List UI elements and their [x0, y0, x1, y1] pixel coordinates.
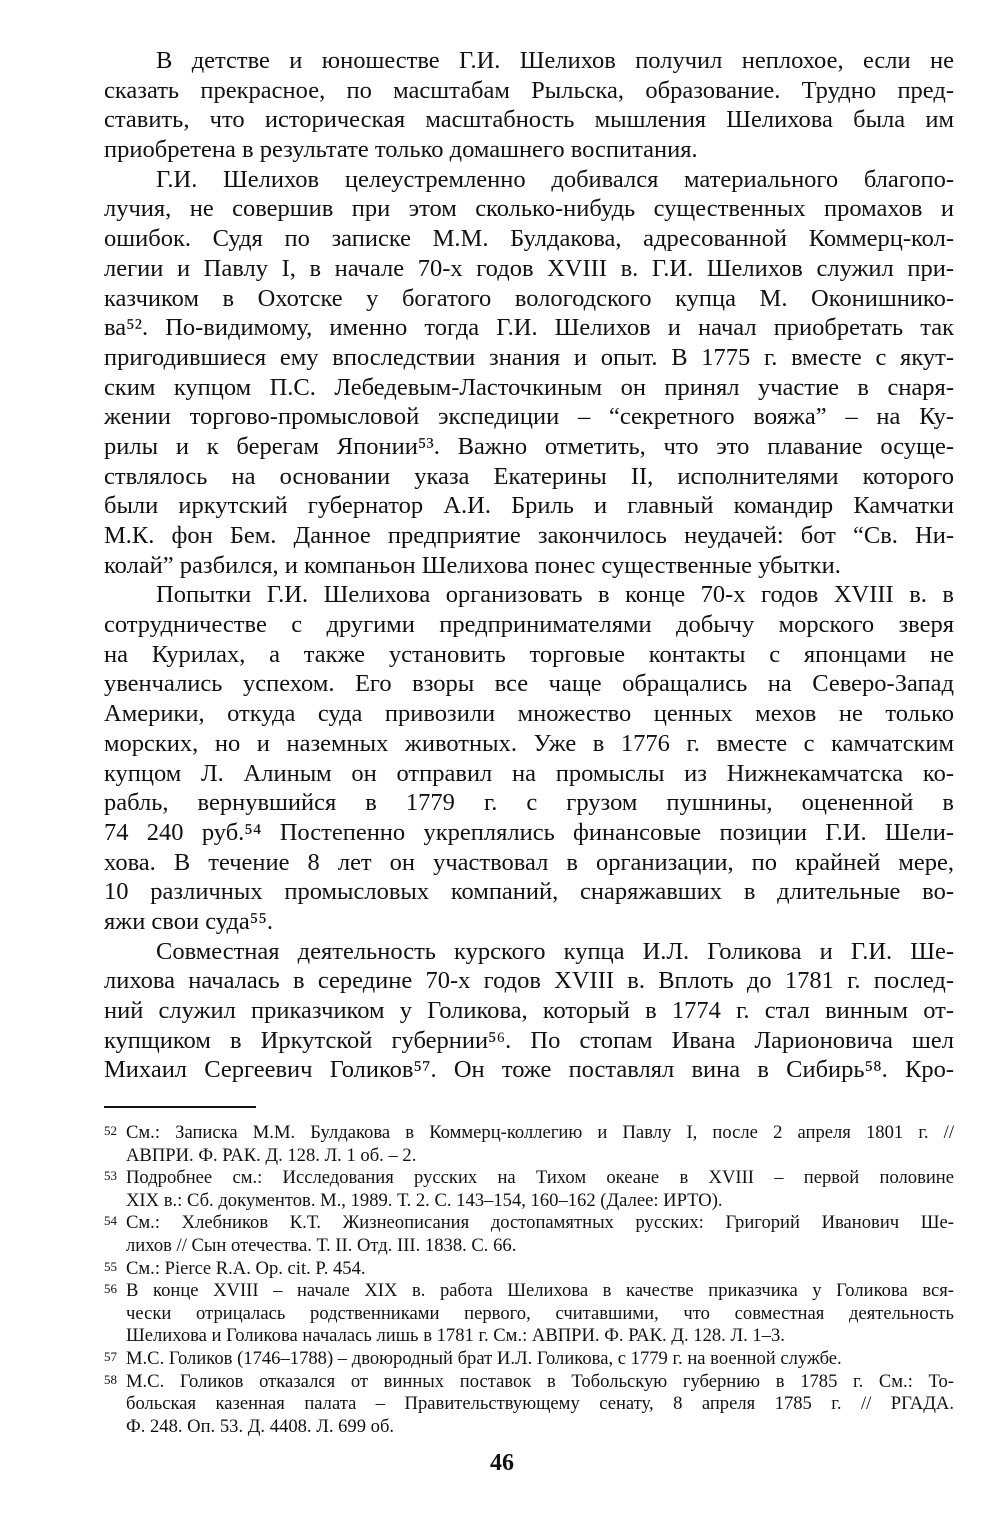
footnote-text: М.С. Голиков отказался от винных поставок в Тобольскую губернию в 1785 г. См.: То- [126, 1370, 954, 1392]
footnote-text: больская казенная палата – Правительствующему сенату, 8 апреля 1785 г. // РГАДА. [126, 1393, 954, 1415]
footnote-line [104, 1280, 954, 1303]
page-number: 46 [490, 1450, 514, 1476]
text-line: рилы и к берегам Японии⁵³. Важно отметить, что это плавание осуще- [104, 432, 954, 460]
text-line: морских, но и наземных животных. Уже в 1776 г. вместе с камчатским [104, 729, 954, 757]
body-text [104, 46, 954, 1085]
footnote-text: чески отрицалась родственниками первого, считавшими, что совместная деятельность [126, 1302, 954, 1324]
footnote-number: 53 [104, 1168, 117, 1184]
text-line: пригодившиеся ему впоследствии знания и опыт. В 1775 г. вместе с якут- [104, 343, 954, 371]
footnote-text: Подробнее см.: Исследования русских на Тихом океане в XVIII – первой половине [126, 1167, 954, 1189]
text-line: увенчались успехом. Его взоры все чаще обращались на Северо-Запад [104, 670, 954, 698]
text-line: ским купцом П.С. Лебедевым-Ласточкиным он принял участие в снаря- [104, 373, 954, 401]
text-line: ствлялось на основании указа Екатерины II, исполнителями которого [104, 462, 954, 490]
text-line: 74 240 руб.⁵⁴ Постепенно укреплялись финансовые позиции Г.И. Шели- [104, 818, 954, 846]
footnote-text: Ф. 248. Оп. 53. Д. 4408. Л. 699 об. [126, 1415, 395, 1437]
text-line: 10 различных промысловых компаний, снаряжавших в длительные во- [104, 878, 954, 906]
text-line: Попытки Г.И. Шелихова организовать в конце 70-х годов XVIII в. в [156, 581, 954, 609]
text-line: хова. В течение 8 лет он участвовал в организации, по крайней мере, [104, 848, 954, 876]
footnote-line [104, 1122, 954, 1145]
text-line: сотрудничестве с другими предпринимателями добычу морского зверя [104, 611, 954, 639]
text-line: Совместная деятельность курского купца И.Л. Голикова и Г.И. Ше- [156, 937, 954, 965]
text-line: на Курилах, а также установить торговые контакты с японцами не [104, 640, 954, 668]
footnote-text: См.: Pierce R.A. Op. cit. P. 454. [126, 1257, 366, 1279]
text-line: были иркутский губернатор А.И. Бриль и главный командир Камчатки [104, 492, 954, 520]
footnote-text: См.: Хлебников К.Т. Жизнеописания достопамятных русских: Григорий Иванович Ше- [126, 1212, 954, 1234]
text-line: купцом Л. Алиным он отправил на промыслы из Нижнекамчатска ко- [104, 759, 954, 787]
footnote-separator [104, 1106, 256, 1108]
text-line: рабль, вернувшийся в 1779 г. с грузом пушнины, оцененной в [104, 789, 954, 817]
footnote-text: М.С. Голиков (1746–1788) – двоюродный брат И.Л. Голикова, с 1779 г. на военной службе. [126, 1347, 842, 1369]
footnote-line [104, 1235, 954, 1258]
footnote-line [104, 1371, 954, 1394]
footnote-line [104, 1145, 954, 1168]
footnote-line [104, 1212, 954, 1235]
footnote-text: XIX в.: Сб. документов. М., 1989. Т. 2. С. 143–154, 160–162 (Далее: ИРТО). [126, 1189, 723, 1211]
footnote-number: 58 [104, 1371, 117, 1387]
text-line: ошибок. Судя по записке М.М. Булдакова, адресованной Коммерц-кол- [104, 225, 954, 253]
footnote-line [104, 1393, 954, 1416]
text-line: жении торгово-промысловой экспедиции – “секретного вояжа” – на Ку- [104, 403, 954, 431]
text-line: Г.И. Шелихов целеустремленно добивался материального благопо- [156, 165, 954, 193]
footnote-text: В конце XVIII – начале XIX в. работа Шелихова в качестве приказчика у Голикова вся- [126, 1280, 954, 1302]
footnote-line [104, 1325, 954, 1348]
footnote-number: 55 [104, 1258, 117, 1274]
text-line: сказать прекрасное, по масштабам Рыльска, образование. Трудно пред- [104, 76, 954, 104]
footnote-text: Шелихова и Голикова началась лишь в 1781 г. См.: АВПРИ. Ф. РАК. Д. 128. Л. 1–3. [126, 1325, 785, 1347]
text-line: В детстве и юношестве Г.И. Шелихов получил неплохое, если не [156, 47, 954, 74]
text-line: М.К. фон Бем. Данное предприятие закончилось неудачей: бот “Св. Ни- [104, 522, 954, 549]
footnote-line [104, 1167, 954, 1190]
text-line: лихова началась в середине 70-х годов XVIII в. Вплоть до 1781 г. послед- [104, 967, 954, 995]
text-line: купщиком в Иркутской губернии⁵⁶. По стопам Ивана Ларионовича шел [104, 1026, 954, 1054]
text-line: легии и Павлу I, в начале 70-х годов XVIII в. Г.И. Шелихов служил при- [104, 254, 954, 282]
footnote-number: 54 [104, 1213, 117, 1229]
footnote-text: См.: Записка М.М. Булдакова в Коммерц-коллегию и Павлу I, после 2 апреля 1801 г. // [126, 1122, 954, 1143]
text-line: лучия, не совершив при этом сколько-нибудь существенных промахов и [104, 195, 954, 223]
text-line: яжи свои суда⁵⁵. [104, 907, 273, 935]
footnote-text: лихов // Сын отечества. Т. II. Отд. III. 1838. С. 66. [126, 1234, 517, 1256]
text-line: ставить, что историческая масштабность мышления Шелихова была им [104, 106, 954, 134]
footnote-line [104, 1190, 954, 1213]
footnote-number: 57 [104, 1348, 117, 1364]
text-line: Америки, откуда суда привозили множество ценных мехов не только [104, 700, 954, 728]
footnotes [104, 1122, 954, 1438]
footnote-line [104, 1303, 954, 1326]
text-line: казчиком в Охотске у богатого вологодского купца М. Оконишнико- [104, 284, 954, 312]
text-line: приобретена в результате только домашнего воспитания. [104, 136, 698, 164]
text-line: Михаил Сергеевич Голиков⁵⁷. Он тоже поставлял вина в Сибирь⁵⁸. Кро- [104, 1056, 954, 1084]
text-line: колай” разбился, и компаньон Шелихова понес существенные убытки. [104, 551, 841, 579]
text-line: ний служил приказчиком у Голикова, который в 1774 г. стал винным от- [104, 997, 954, 1024]
footnote-number: 56 [104, 1281, 117, 1297]
footnote-line [104, 1258, 954, 1281]
text-line: ва⁵². По-видимому, именно тогда Г.И. Шелихов и начал приобретать так [104, 314, 954, 342]
footnote-line [104, 1348, 954, 1371]
footnote-number: 52 [104, 1123, 117, 1138]
footnote-text: АВПРИ. Ф. РАК. Д. 128. Л. 1 об. – 2. [126, 1144, 417, 1166]
footnote-line [104, 1416, 954, 1439]
